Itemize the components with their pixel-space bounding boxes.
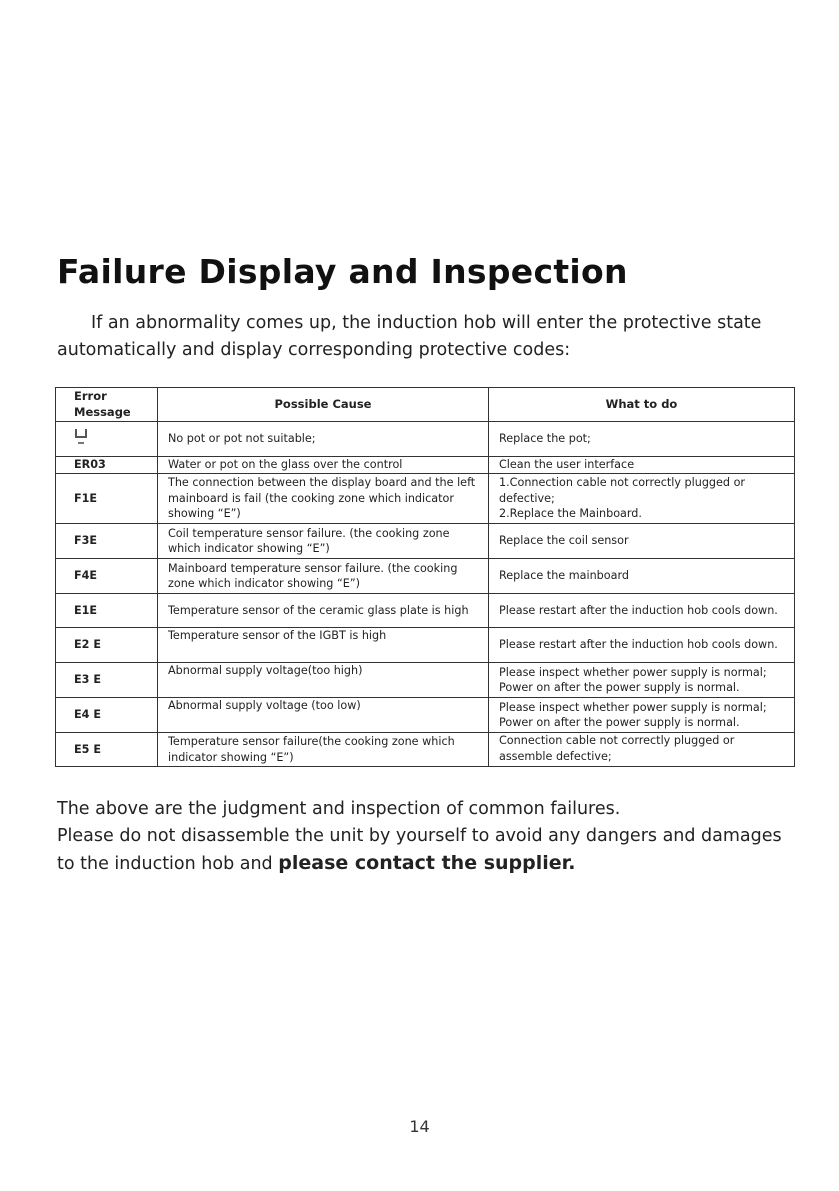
header-error-message: Error Message [56,388,158,422]
cause-cell: Abnormal supply voltage (too low) [158,698,489,733]
error-code-cell: F1E [56,474,158,524]
header-possible-cause: Possible Cause [158,388,489,422]
cause-cell: Abnormal supply voltage(too high) [158,663,489,698]
action-cell: Clean the user interface [489,457,795,474]
error-code-cell: E4 E [56,698,158,733]
action-line: 1.Connection cable not correctly plugged or defective; [499,476,746,505]
error-code-cell: E2 E [56,628,158,663]
cause-cell: Mainboard temperature sensor failure. (the cooking zone which indicator showing “E”) [158,559,489,594]
error-code-cell: E1E [56,594,158,628]
action-cell: Please inspect whether power supply is normal; Power on after the power supply is normal. [489,698,795,733]
intro-paragraph [57,310,797,364]
table-row [56,524,795,559]
action-cell: Please restart after the induction hob cools down. [489,628,795,663]
action-cell: Replace the pot; [489,422,795,457]
cause-cell: Coil temperature sensor failure. (the cooking zone which indicator showing “E”) [158,524,489,559]
intro-text: If an abnormality comes up, the induction hob will enter the protective state automatically and display corresponding protective codes: [57,313,762,360]
table-row [56,663,795,698]
outro-line-2: Please do not disassemble the unit by yourself to avoid any dangers and damages to the induction hob and [57,826,782,874]
action-cell [489,474,795,524]
cause-cell: The connection between the display board and the left mainboard is fail (the cooking zone which indicator showing “E”) [158,474,489,524]
error-code-cell: ER03 [56,457,158,474]
error-code-table [55,387,795,767]
cause-cell: Water or pot on the glass over the control [158,457,489,474]
cause-cell: Temperature sensor of the ceramic glass plate is high [158,594,489,628]
error-code-cell: E3 E [56,663,158,698]
table-row [56,422,795,457]
table-header-row [56,388,795,422]
page-title: Failure Display and Inspection [57,252,628,291]
outro-paragraph [57,796,797,878]
page-number: 14 [409,1117,430,1136]
action-cell: Please inspect whether power supply is normal; Power on after the power supply is normal. [489,663,795,698]
error-code-cell [56,422,158,457]
action-cell: Connection cable not correctly plugged or assemble defective; [489,733,795,767]
table-row [56,698,795,733]
table-row [56,594,795,628]
table-row [56,628,795,663]
action-cell: Please restart after the induction hob cools down. [489,594,795,628]
cause-cell: Temperature sensor of the IGBT is high [158,628,489,663]
action-line: 2.Replace the Mainboard. [499,507,642,521]
table-row [56,559,795,594]
error-code-cell: F4E [56,559,158,594]
action-cell: Replace the coil sensor [489,524,795,559]
error-code-cell: F3E [56,524,158,559]
table-row [56,457,795,474]
table-row [56,474,795,524]
contact-supplier-emphasis: please contact the supplier. [278,852,576,874]
cause-cell: Temperature sensor failure(the cooking zone which indicator showing “E”) [158,733,489,767]
table-row [56,733,795,767]
cause-cell: No pot or pot not suitable; [158,422,489,457]
no-pot-display-icon [74,426,88,448]
header-what-to-do: What to do [489,388,795,422]
outro-line-1: The above are the judgment and inspection of common failures. [57,799,621,819]
error-code-cell: E5 E [56,733,158,767]
action-cell: Replace the mainboard [489,559,795,594]
